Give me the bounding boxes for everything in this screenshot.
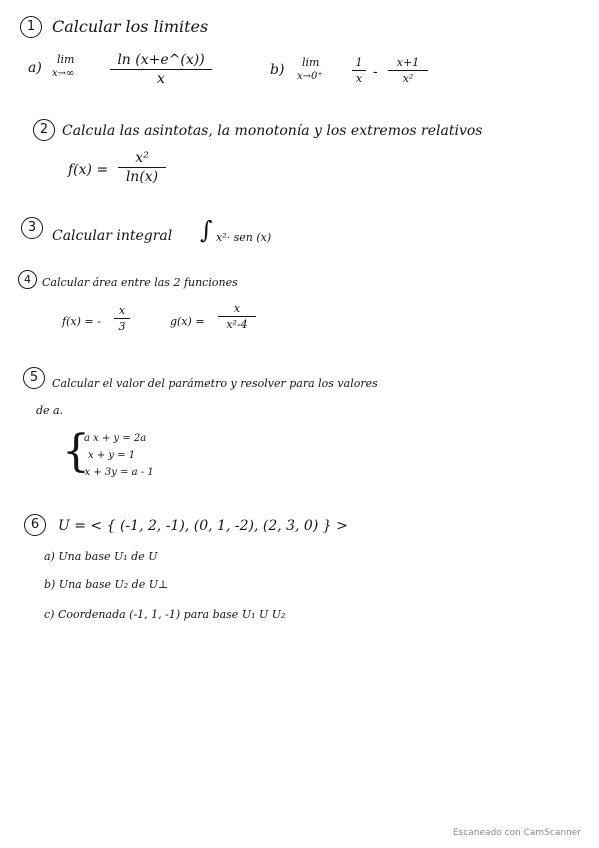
fraction-bar <box>388 70 428 71</box>
problem-1b-lim-sub: x→0⁺ <box>297 71 323 82</box>
problem-4-number: 4 <box>18 270 37 289</box>
problem-6-set: U = < { (-1, 2, -1), (0, 1, -2), (2, 3, 0) } > <box>58 518 348 534</box>
problem-6-number: 6 <box>24 514 46 536</box>
problem-1b-frac1-num: 1 <box>355 56 363 69</box>
problem-2-denominator: ln(x) <box>125 169 159 185</box>
problem-6-item-b: b) Una base U₂ de U⊥ <box>44 578 169 591</box>
fraction-bar <box>352 70 366 71</box>
scanner-watermark: Escaneado con CamScanner <box>452 828 581 838</box>
problem-1b-frac2-num: x+1 <box>396 56 420 69</box>
problem-4-f-fraction <box>114 304 130 333</box>
problem-4-g-lhs: g(x) = <box>170 315 205 328</box>
problem-1b-fraction-2 <box>388 56 428 85</box>
problem-4-f-num: x <box>118 304 126 317</box>
problem-4-g-fraction <box>218 302 256 331</box>
system-equation-3: - x + 3y = a - 1 <box>78 467 154 478</box>
problem-1a-lim-sub: x→∞ <box>52 68 75 79</box>
system-brace: { <box>62 426 90 477</box>
problem-6-item-c: c) Coordenada (-1, 1, -1) para base U₁ U U₂ <box>44 608 286 621</box>
problem-5-title-line-1: Calcular el valor del parámetro y resolver para los valores <box>52 377 378 390</box>
problem-2-fraction <box>118 150 166 185</box>
problem-4-f-den: 3 <box>118 320 126 333</box>
problem-1a-numerator: ln (x+e^(x)) <box>117 52 205 68</box>
problem-1b-frac2-den: x² <box>402 72 414 85</box>
fraction-bar <box>110 69 212 70</box>
problem-1b-lim: lim <box>302 56 320 69</box>
problem-4-title: Calcular área entre las 2 funciones <box>42 276 238 289</box>
fraction-bar <box>218 316 256 317</box>
problem-2-function-lhs: f(x) = <box>68 162 109 178</box>
fraction-bar <box>114 318 130 319</box>
system-equation-1: a x + y = 2a <box>84 433 147 444</box>
problem-5-number: 5 <box>23 367 45 389</box>
problem-1a-denominator: x <box>157 71 165 87</box>
problem-1a-fraction <box>110 52 212 87</box>
problem-6-item-a: a) Una base U₁ de U <box>44 550 158 563</box>
problem-5-title-line-2: de a. <box>36 404 64 417</box>
problem-3-title: Calcular integral <box>52 228 173 244</box>
problem-1b-label: b) <box>270 62 285 78</box>
problem-1b-frac1-den: x <box>355 72 363 85</box>
problem-1a-label: a) <box>28 60 42 76</box>
problem-1-number: 1 <box>20 16 42 38</box>
fraction-bar <box>118 167 166 168</box>
problem-2-numerator: x² <box>135 150 149 166</box>
problem-1-title: Calcular los limites <box>52 17 209 36</box>
problem-1b-op: - <box>373 64 378 80</box>
problem-2-title: Calcula las asintotas, la monotonía y los extremos relativos <box>62 123 483 139</box>
problem-4-g-den: x²-4 <box>226 318 248 331</box>
problem-4-g-num: x <box>233 302 241 315</box>
problem-1b-fraction-1 <box>352 56 366 85</box>
problem-1a-lim: lim <box>57 53 75 66</box>
problem-3-integrand: x²· sen (x) <box>216 231 272 244</box>
problem-4-f-lhs: f(x) = - <box>62 315 101 328</box>
system-equation-2: x + y = 1 <box>88 450 136 461</box>
integral-sign: ∫ <box>200 216 213 244</box>
problem-2-number: 2 <box>33 119 55 141</box>
problem-3-number: 3 <box>21 217 43 239</box>
